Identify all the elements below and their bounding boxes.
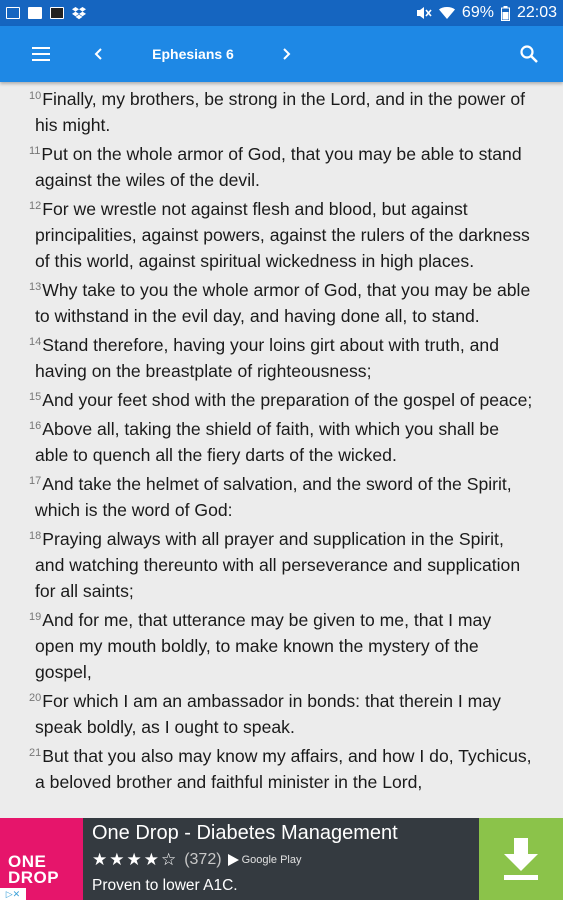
- notification-icons: [6, 7, 86, 20]
- app-bar: [0, 26, 563, 82]
- previous-chapter-button[interactable]: [86, 36, 110, 72]
- download-icon: [502, 838, 540, 880]
- ad-logo-line: ONE: [8, 852, 47, 871]
- verse[interactable]: [29, 413, 535, 468]
- verse-number: 19: [29, 611, 42, 623]
- wifi-icon: [439, 6, 455, 20]
- verse-text: But that you also may know my affairs, and how I do, Tychicus, a beloved brother and faithful minister in the Lord,: [35, 746, 532, 792]
- verse[interactable]: [29, 138, 535, 193]
- ad-banner[interactable]: [0, 818, 563, 900]
- verse[interactable]: [29, 740, 535, 795]
- verse[interactable]: [29, 685, 535, 740]
- verse-text: Finally, my brothers, be strong in the Lord, and in the power of his might.: [35, 89, 526, 135]
- messages-icon: [50, 7, 64, 19]
- image-icon: [6, 7, 20, 19]
- verse-text: Praying always with all prayer and supplication in the Spirit, and watching thereunto with all perseverance and supplication for all saints;: [35, 529, 521, 601]
- verse-number: 14: [29, 336, 42, 348]
- ad-download-button[interactable]: [479, 818, 563, 900]
- next-chapter-button[interactable]: [275, 36, 299, 72]
- verse[interactable]: [29, 83, 535, 138]
- search-button[interactable]: [509, 34, 549, 74]
- battery-icon: [501, 6, 510, 21]
- google-play-badge: [228, 854, 302, 866]
- search-icon: [520, 45, 538, 63]
- ad-rating: [92, 850, 302, 870]
- rating-count: (372): [184, 851, 222, 868]
- chapter-text[interactable]: [0, 82, 563, 818]
- dropbox-icon: [72, 7, 86, 20]
- verse-number: 11: [29, 145, 41, 157]
- rating-stars: ★★★★☆: [92, 850, 179, 869]
- verse-text: Stand therefore, having your loins girt about with truth, and having on the breastplate of righteousness;: [35, 335, 499, 381]
- verse-text: Why take to you the whole armor of God, that you may be able to withstand in the evil day, and having done all, to stand.: [35, 280, 531, 326]
- status-bar: [0, 0, 563, 26]
- ad-subtitle: Proven to lower A1C.: [92, 877, 238, 894]
- hamburger-icon: [32, 47, 50, 61]
- mute-icon: [416, 6, 432, 20]
- verse-number: 21: [29, 747, 42, 759]
- ad-title[interactable]: One Drop - Diabetes Management: [92, 822, 398, 844]
- chapter-title[interactable]: Ephesians 6: [152, 46, 234, 62]
- chevron-right-icon: [283, 48, 291, 60]
- ad-logo-line: DROP: [8, 868, 60, 887]
- verse[interactable]: [29, 384, 535, 413]
- verse[interactable]: [29, 193, 535, 274]
- verse-number: 10: [29, 90, 42, 102]
- verse-text: For which I am an ambassador in bonds: that therein I may speak boldly, as I ought to speak.: [35, 691, 501, 737]
- verse-number: 16: [29, 420, 42, 432]
- verse-text: Above all, taking the shield of faith, with which you shall be able to quench all the fiery darts of the wicked.: [35, 419, 499, 465]
- verse-number: 12: [29, 200, 42, 212]
- menu-button[interactable]: [20, 33, 62, 75]
- clock: 22:03: [516, 4, 557, 21]
- verse-text: For we wrestle not against flesh and blood, but against principalities, against powers, against the rulers of the darkness of this world, against spiritual wickedness in high places.: [35, 199, 530, 271]
- verse-text: And take the helmet of salvation, and the sword of the Spirit, which is the word of God:: [35, 474, 512, 520]
- verse[interactable]: [29, 468, 535, 523]
- verse[interactable]: [29, 523, 535, 604]
- verse-number: 17: [29, 475, 42, 487]
- verse[interactable]: [29, 329, 535, 384]
- verse-number: 13: [29, 281, 42, 293]
- verse[interactable]: [29, 274, 535, 329]
- verse-number: 15: [29, 391, 42, 403]
- store-name: Google Play: [241, 854, 302, 866]
- ad-choices-icon[interactable]: ▷✕: [0, 888, 26, 900]
- play-icon: [228, 854, 239, 866]
- verse-number: 20: [29, 692, 42, 704]
- chevron-left-icon: [94, 48, 102, 60]
- verse-text: And for me, that utterance may be given to me, that I may open my mouth boldly, to make known the mystery of the gospel,: [35, 610, 492, 682]
- verse-text: Put on the whole armor of God, that you may be able to stand against the wiles of the devil.: [35, 144, 522, 190]
- verse-text: And your feet shod with the preparation of the gospel of peace;: [42, 390, 533, 410]
- verse[interactable]: [29, 604, 535, 685]
- verse-number: 18: [29, 530, 42, 542]
- calendar-icon: [28, 7, 42, 19]
- battery-level: 69%: [461, 4, 494, 21]
